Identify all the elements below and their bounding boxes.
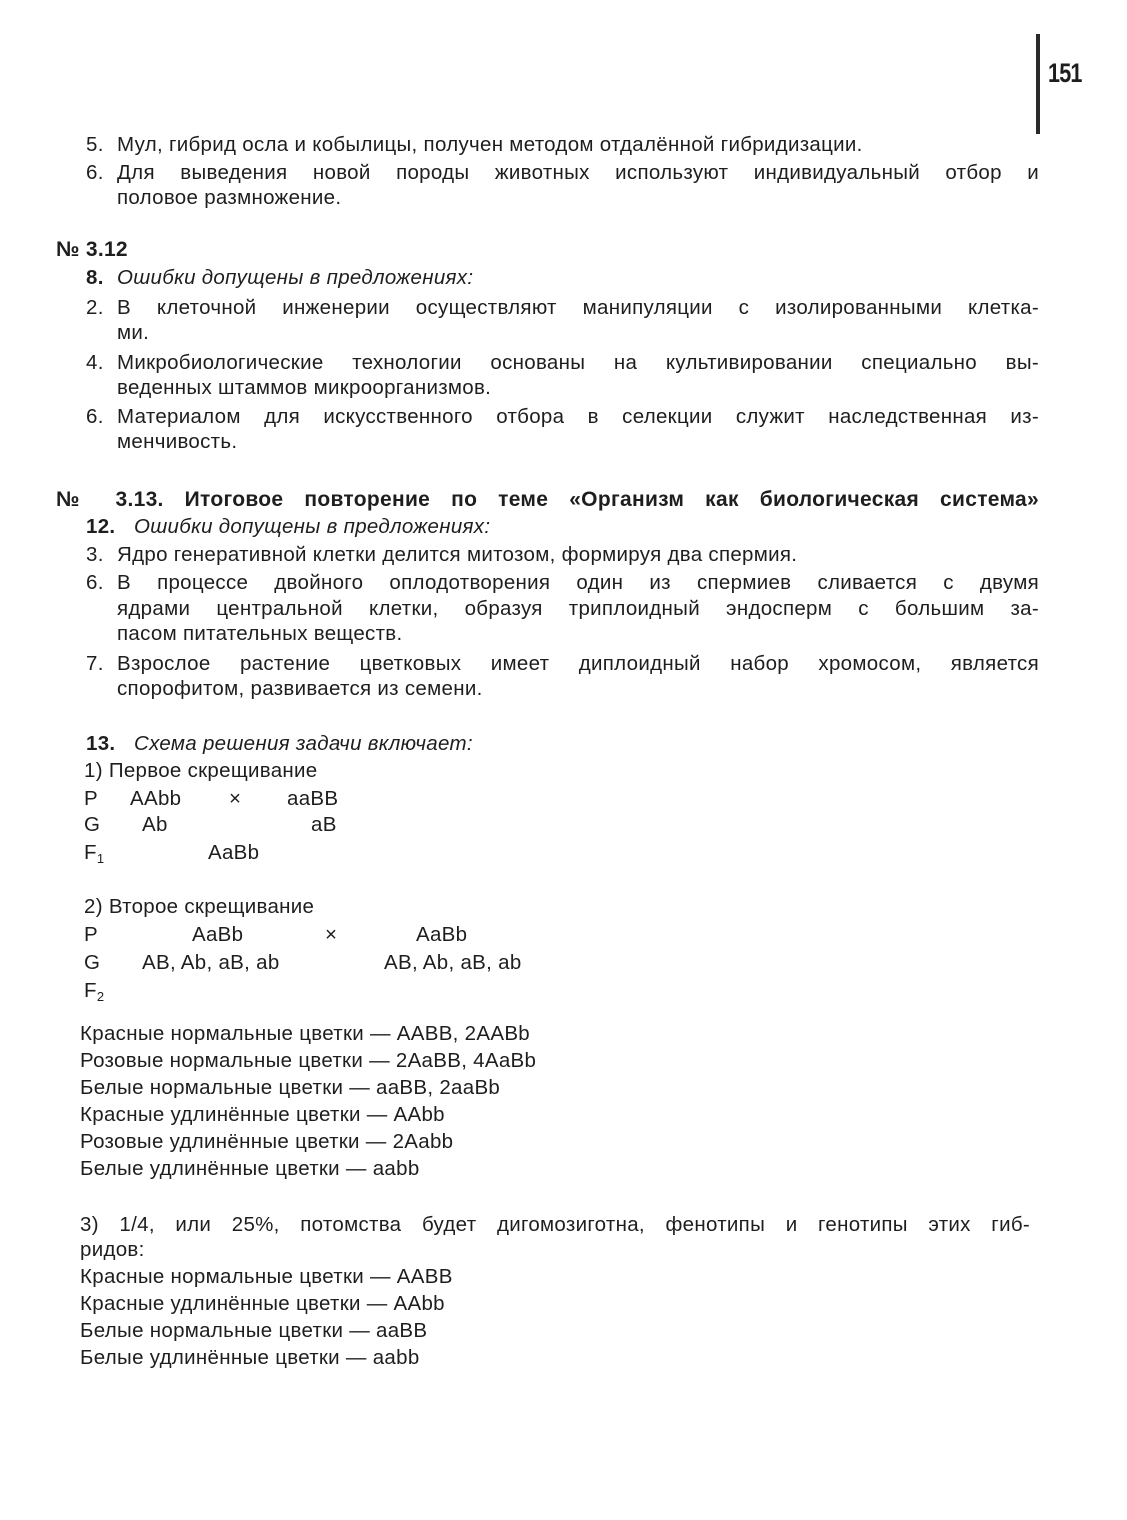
genotype: AAbb (130, 787, 182, 810)
item-text: Ядро генеративной клетки делится митозом, формируя два спермия. (117, 543, 798, 566)
item-number: 6. (86, 571, 104, 594)
item-number: 4. (86, 351, 104, 374)
item-text: пасом питательных веществ. (117, 622, 403, 645)
phenotype-line: Красные нормальные цветки — AABB (80, 1265, 453, 1288)
generation-label: P (84, 923, 98, 946)
item-text: спорофитом, развивается из семени. (117, 677, 483, 700)
page-number: 151 (1048, 58, 1082, 88)
item-number: 6. (86, 161, 104, 184)
question-title: Ошибки допущены в предложениях: (117, 266, 474, 289)
item-text: В процессе двойного оплодотворения один из спермиев сливается с двумя (117, 571, 1039, 594)
question-number: 8. (86, 266, 104, 289)
generation-label: $F_1$ (84, 841, 105, 866)
generation-label: G (84, 951, 101, 974)
phenotype-line: Розовые нормальные цветки — 2AaBB, 4AaBb (80, 1049, 537, 1072)
question-title: Ошибки допущены в предложениях: (134, 515, 491, 538)
phenotype-line: Красные удлинённые цветки — AAbb (80, 1103, 445, 1126)
item-text: половое размножение. (117, 186, 342, 209)
question-title: Схема решения задачи включает: (134, 732, 473, 755)
item-text: ядрами центральной клетки, образуя триплоидный эндосперм с большим за- (117, 597, 1039, 620)
item-text: Материалом для искусственного отбора в селекции служит наследственная из- (117, 405, 1039, 428)
answer-text: 3) 1/4, или 25%, потомства будет дигомозиготна, фенотипы и генотипы этих гиб- (80, 1213, 1030, 1236)
genotype: AaBb (416, 923, 468, 946)
gamete-list: AB, Ab, aB, ab (384, 951, 522, 974)
answer-text: ридов: (80, 1238, 145, 1261)
genotype: AaBb (208, 841, 260, 864)
page-edge-rule (1036, 34, 1040, 134)
item-number: 2. (86, 296, 104, 319)
cross-title: 2) Второе скрещивание (84, 895, 315, 918)
phenotype-line: Красные удлинённые цветки — AAbb (80, 1292, 445, 1315)
item-text: В клеточной инженерии осуществляют манипуляции с изолированными клетка- (117, 296, 1039, 319)
item-text: Взрослое растение цветковых имеет диплоидный набор хромосом, является (117, 652, 1039, 675)
gamete: aB (311, 813, 337, 836)
item-text: Для выведения новой породы животных используют индивидуальный отбор и (117, 161, 1039, 184)
gamete: Ab (142, 813, 168, 836)
cross-sign: × (229, 787, 242, 810)
item-number: 3. (86, 543, 104, 566)
cross-sign: × (325, 923, 338, 946)
phenotype-line: Розовые удлинённые цветки — 2Aabb (80, 1130, 454, 1153)
item-text: Микробиологические технологии основаны на культивировании специально вы- (117, 351, 1039, 374)
phenotype-line: Белые нормальные цветки — aaBB (80, 1319, 428, 1342)
generation-label: G (84, 813, 101, 836)
generation-label: $F_2$ (84, 979, 105, 1004)
phenotype-line: Красные нормальные цветки — AABB, 2AABb (80, 1022, 530, 1045)
generation-label: P (84, 787, 98, 810)
item-text: ми. (117, 321, 150, 344)
phenotype-line: Белые нормальные цветки — aaBB, 2aaBb (80, 1076, 501, 1099)
cross-title: 1) Первое скрещивание (84, 759, 318, 782)
gamete-list: AB, Ab, aB, ab (142, 951, 280, 974)
item-text: менчивость. (117, 430, 238, 453)
phenotype-line: Белые удлинённые цветки — aabb (80, 1157, 420, 1180)
question-number: 13. (86, 732, 116, 755)
genotype: AaBb (192, 923, 244, 946)
genotype: aaBB (287, 787, 339, 810)
question-number: 12. (86, 515, 116, 538)
section-heading: № 3.12 (56, 238, 128, 261)
item-text: веденных штаммов микроорганизмов. (117, 376, 492, 399)
item-text: Мул, гибрид осла и кобылицы, получен методом отдалённой гибридизации. (117, 133, 863, 156)
item-number: 6. (86, 405, 104, 428)
item-number: 5. (86, 133, 104, 156)
section-heading: № 3.13. Итоговое повторение по теме «Организм как биологическая система» (56, 488, 1039, 511)
item-number: 7. (86, 652, 104, 675)
phenotype-line: Белые удлинённые цветки — aabb (80, 1346, 420, 1369)
